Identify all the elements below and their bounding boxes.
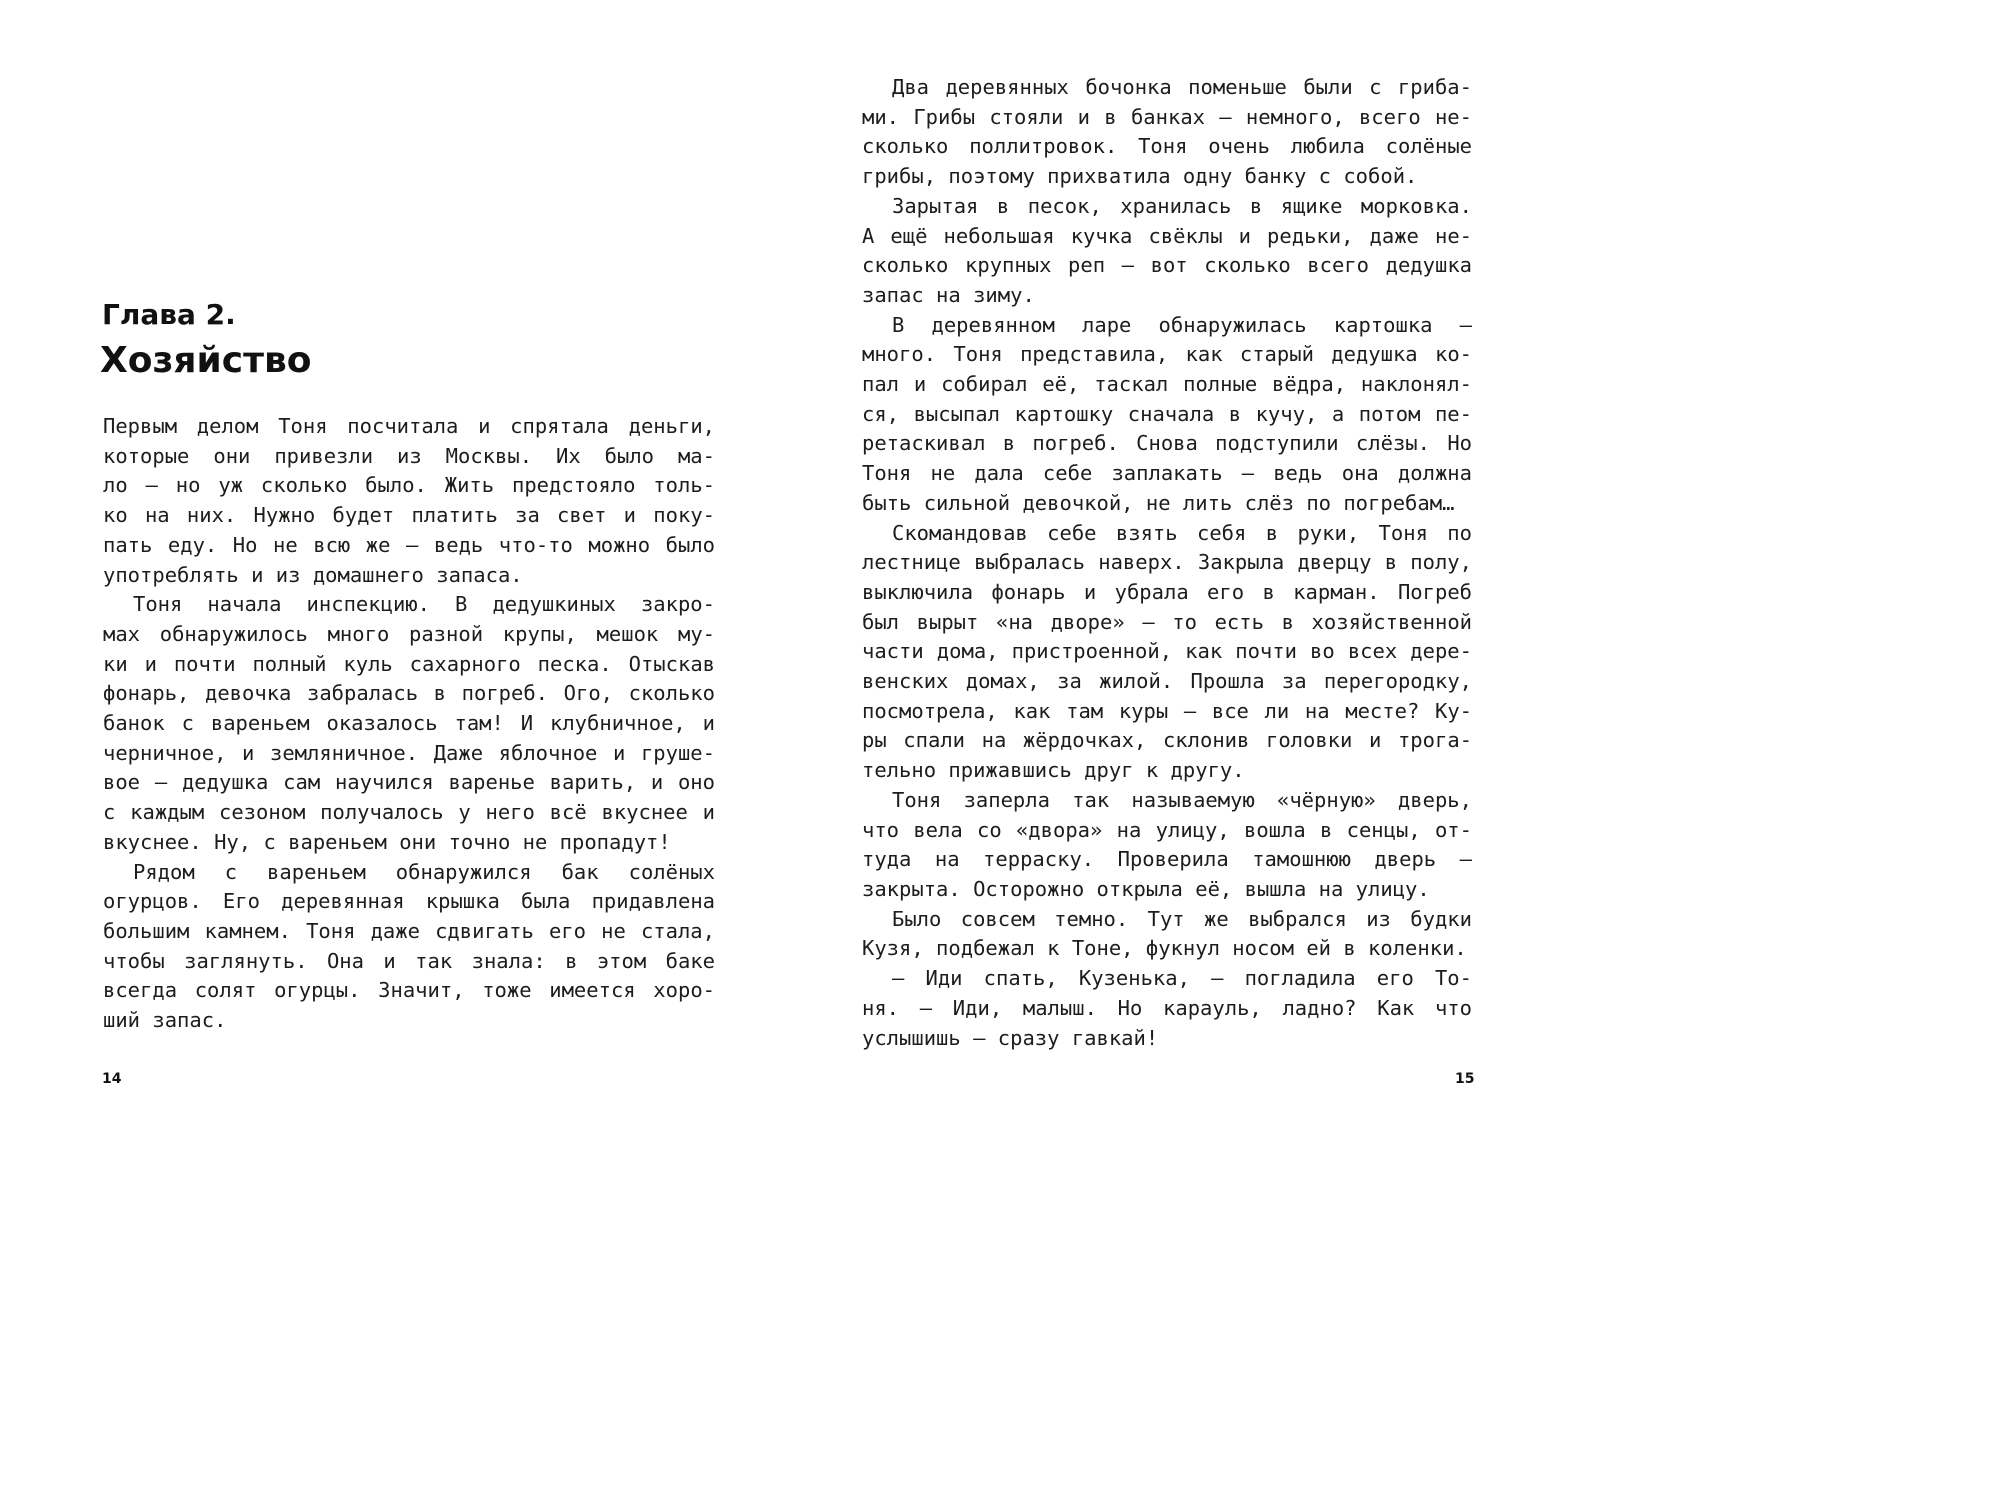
text-line: ры спали на жёрдочках, склонив головки и трога-: [862, 728, 1472, 753]
text-line: Зарытая в песок, хранилась в ящике морковка.: [892, 193, 1472, 218]
text-line: фонарь, девочка забралась в погреб. Ого, сколько: [103, 681, 715, 706]
text-line: закрыта. Осторожно открыла её, вышла на улицу.: [862, 876, 1430, 901]
page-number-left: 14: [102, 1071, 122, 1087]
text-line: Кузя, подбежал к Тоне, фукнул носом ей в коленки.: [862, 936, 1467, 961]
paragraph: [862, 964, 1472, 1053]
left-page-body: [103, 412, 715, 1036]
text-line: туда на терраску. Проверила тамошнюю дверь —: [862, 847, 1472, 872]
text-line: венских домах, за жилой. Прошла за перегородку,: [862, 669, 1472, 694]
text-line: вое — дедушка сам научился варенье варить, и оно: [103, 770, 715, 795]
text-line: чтобы заглянуть. Она и так знала: в этом баке: [103, 948, 715, 973]
paragraph: [103, 590, 715, 857]
text-line: всегда солят огурцы. Значит, тоже имеется хоро-: [103, 978, 715, 1003]
text-line: Было совсем темно. Тут же выбрался из будки: [892, 906, 1472, 931]
text-line: огурцов. Его деревянная крышка была придавлена: [103, 889, 715, 914]
text-line: грибы, поэтому прихватила одну банку с собой.: [862, 164, 1418, 189]
paragraph: [862, 192, 1472, 311]
text-line: посмотрела, как там куры — все ли на месте? Ку-: [862, 698, 1472, 723]
text-line: ня. — Иди, малыш. Но карауль, ладно? Как что: [862, 995, 1472, 1020]
text-line: Тоня заперла так называемую «чёрную» дверь,: [892, 787, 1472, 812]
text-line: вкуснее. Ну, с вареньем они точно не пропадут!: [103, 829, 671, 854]
text-line: Рядом с вареньем обнаружился бак солёных: [133, 859, 715, 884]
text-line: мах обнаружилось много разной крупы, мешок му-: [103, 621, 715, 646]
text-line: Скомандовав себе взять себя в руки, Тоня по: [892, 520, 1472, 545]
text-line: ретаскивал в погреб. Снова подступили слёзы. Но: [862, 431, 1472, 456]
paragraph: [862, 905, 1472, 964]
text-line: В деревянном ларе обнаружилась картошка —: [892, 312, 1472, 337]
right-page: [776, 0, 1552, 1154]
text-line: ло — но уж сколько было. Жить предстояло толь-: [103, 473, 715, 498]
text-line: сколько крупных реп — вот сколько всего дедушка: [862, 253, 1472, 278]
text-line: ший запас.: [103, 1008, 227, 1033]
text-line: был вырыт «на дворе» — то есть в хозяйственной: [862, 609, 1472, 634]
text-line: что вела со «двора» на улицу, вошла в сенцы, от-: [862, 817, 1472, 842]
chapter-title: Хозяйство: [100, 340, 312, 381]
text-line: пал и собирал её, таскал полные вёдра, наклонял-: [862, 372, 1472, 397]
text-line: запас на зиму.: [862, 282, 1035, 307]
text-line: услышишь — сразу гавкай!: [862, 1025, 1159, 1050]
paragraph: [862, 311, 1472, 519]
left-page: [0, 0, 776, 1154]
text-line: ми. Грибы стояли и в банках — немного, всего не-: [862, 104, 1472, 129]
text-line: Два деревянных бочонка поменьше были с гриба-: [892, 75, 1472, 99]
text-line: ся, высыпал картошку сначала в кучу, а потом пе-: [862, 401, 1472, 426]
text-line: сколько поллитровок. Тоня очень любила солёные: [862, 134, 1472, 159]
text-line: банок с вареньем оказалось там! И клубничное, и: [103, 711, 715, 736]
text-line: которые они привезли из Москвы. Их было ма-: [103, 443, 715, 468]
text-line: с каждым сезоном получалось у него всё вкуснее и: [103, 800, 715, 825]
right-page-body: [862, 73, 1472, 1053]
text-line: пать еду. Но не всю же — ведь что-то можно было: [103, 532, 715, 557]
text-line: тельно прижавшись друг к другу.: [862, 758, 1245, 783]
text-line: Тоня не дала себе заплакать — ведь она должна: [862, 461, 1472, 486]
paragraph: [103, 412, 715, 590]
paragraph: [862, 73, 1472, 192]
paragraph: [862, 519, 1472, 786]
text-line: А ещё небольшая кучка свёклы и редьки, даже не-: [862, 223, 1472, 248]
text-line: — Иди спать, Кузенька, — погладила его То-: [892, 966, 1472, 991]
text-line: Тоня начала инспекцию. В дедушкиных закро-: [133, 592, 715, 617]
text-line: Первым делом Тоня посчитала и спрятала деньги,: [103, 414, 715, 438]
paragraph: [862, 786, 1472, 905]
paragraph: [103, 858, 715, 1036]
page-number-right: 15: [1455, 1071, 1475, 1087]
chapter-number: Глава 2.: [102, 298, 236, 331]
text-line: части дома, пристроенной, как почти во всех дере-: [862, 639, 1472, 664]
text-line: большим камнем. Тоня даже сдвигать его не стала,: [103, 918, 715, 943]
text-line: лестнице выбралась наверх. Закрыла дверцу в полу,: [862, 550, 1472, 575]
text-line: употреблять и из домашнего запаса.: [103, 562, 523, 587]
text-line: много. Тоня представила, как старый дедушка ко-: [862, 342, 1472, 367]
text-line: черничное, и земляничное. Даже яблочное и груше-: [103, 740, 715, 765]
text-line: ки и почти полный куль сахарного песка. Отыскав: [103, 651, 715, 676]
text-line: выключила фонарь и убрала его в карман. Погреб: [862, 579, 1472, 604]
text-line: быть сильной девочкой, не лить слёз по погребам…: [862, 490, 1455, 515]
text-line: ко на них. Нужно будет платить за свет и поку-: [103, 503, 715, 528]
